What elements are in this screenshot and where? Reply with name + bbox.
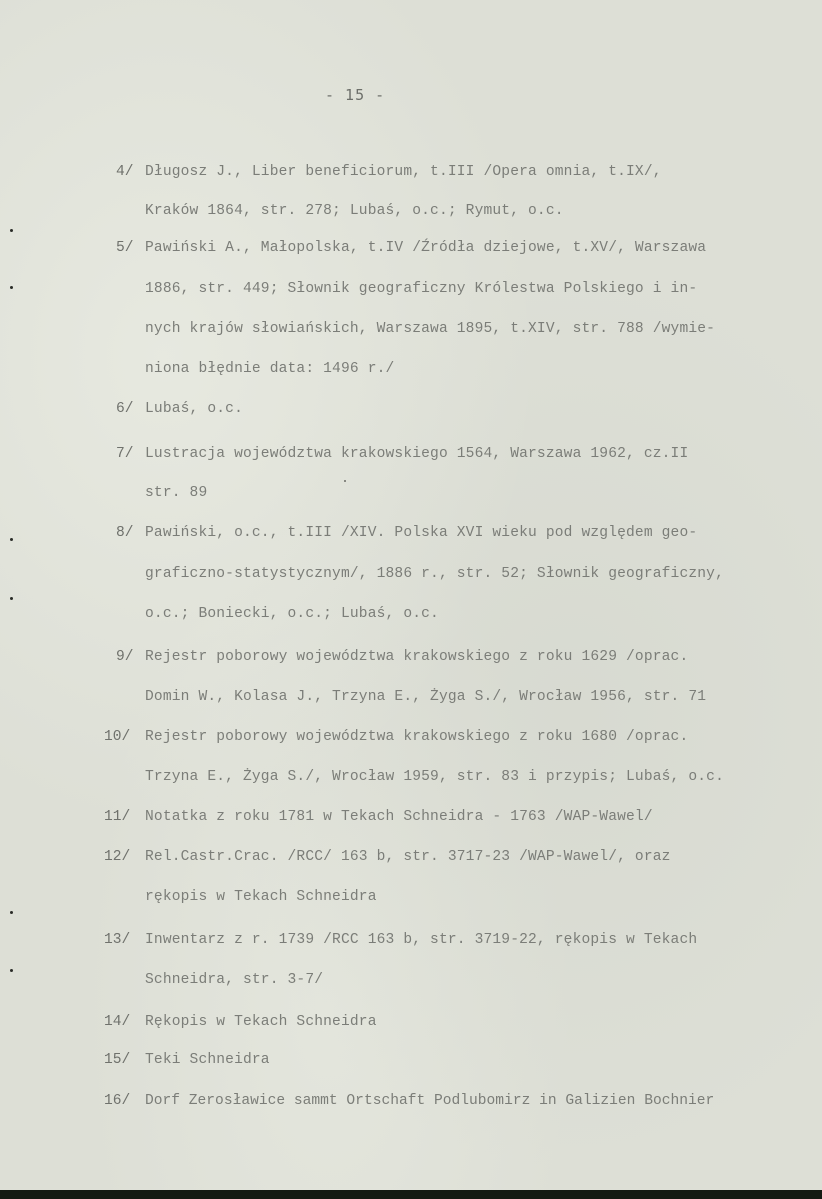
- footnote-line: 1886, str. 449; Słownik geograficzny Królestwa Polskiego i in-: [145, 281, 698, 297]
- margin-mark: [10, 969, 13, 972]
- footnote-line: Teki Schneidra: [145, 1052, 270, 1068]
- footnote-number: 8/: [116, 525, 134, 541]
- footnote-number: 4/: [116, 164, 134, 180]
- footnote-line: nych krajów słowiańskich, Warszawa 1895, t.XIV, str. 788 /wymie-: [145, 321, 716, 337]
- margin-mark: [10, 538, 13, 541]
- footnote-line: o.c.; Boniecki, o.c.; Lubaś, o.c.: [145, 606, 439, 622]
- footnote-number: 16/: [104, 1093, 131, 1109]
- footnote-line: niona błędnie data: 1496 r./: [145, 361, 395, 377]
- paper-speck: [344, 480, 346, 482]
- footnote-line: Dorf Zerosławice sammt Ortschaft Podlubomirz in Galizien Bochnier: [145, 1093, 715, 1109]
- footnote-line: Notatka z roku 1781 w Tekach Schneidra - 1763 /WAP-Wawel/: [145, 809, 653, 825]
- footnote-number: 6/: [116, 401, 134, 417]
- footnote-line: Rel.Castr.Crac. /RCC/ 163 b, str. 3717-23 /WAP-Wawel/, oraz: [145, 849, 671, 865]
- footnote-number: 7/: [116, 446, 134, 462]
- footnote-line: Trzyna E., Żyga S./, Wrocław 1959, str. 83 i przypis; Lubaś, o.c.: [145, 769, 724, 785]
- footnote-line: Rejestr poborowy województwa krakowskiego z roku 1680 /oprac.: [145, 729, 689, 745]
- footnote-line: Lubaś, o.c.: [145, 401, 243, 417]
- footnote-line: Pawiński, o.c., t.III /XIV. Polska XVI wieku pod względem geo-: [145, 525, 698, 541]
- footnote-line: Rękopis w Tekach Schneidra: [145, 1014, 377, 1030]
- footnote-number: 10/: [104, 729, 131, 745]
- footnote-line: Długosz J., Liber beneficiorum, t.III /Opera omnia, t.IX/,: [145, 164, 662, 180]
- margin-mark: [10, 911, 13, 914]
- footnote-line: Rejestr poborowy województwa krakowskiego z roku 1629 /oprac.: [145, 649, 689, 665]
- margin-mark: [10, 286, 13, 289]
- footnote-number: 15/: [104, 1052, 131, 1068]
- footnote-line: Kraków 1864, str. 278; Lubaś, o.c.; Rymut, o.c.: [145, 203, 564, 219]
- footnote-line: Lustracja województwa krakowskiego 1564, Warszawa 1962, cz.II: [145, 446, 689, 462]
- footnote-number: 9/: [116, 649, 134, 665]
- footnote-number: 5/: [116, 240, 134, 256]
- footnote-line: rękopis w Tekach Schneidra: [145, 889, 377, 905]
- footnote-number: 13/: [104, 932, 131, 948]
- footnote-number: 11/: [104, 809, 131, 825]
- footnote-line: str. 89: [145, 485, 208, 501]
- footnote-line: Schneidra, str. 3-7/: [145, 972, 324, 988]
- scan-bottom-edge: [0, 1190, 822, 1199]
- footnote-number: 14/: [104, 1014, 131, 1030]
- margin-mark: [10, 597, 13, 600]
- footnote-line: Pawiński A., Małopolska, t.IV /Źródła dziejowe, t.XV/, Warszawa: [145, 240, 707, 256]
- margin-mark: [10, 229, 13, 232]
- footnote-line: Domin W., Kolasa J., Trzyna E., Żyga S./, Wrocław 1956, str. 71: [145, 689, 707, 705]
- footnote-line: Inwentarz z r. 1739 /RCC 163 b, str. 3719-22, rękopis w Tekach: [145, 932, 698, 948]
- footnote-number: 12/: [104, 849, 131, 865]
- footnote-line: graficzno-statystycznym/, 1886 r., str. 52; Słownik geograficzny,: [145, 566, 724, 582]
- page-number: - 15 -: [325, 86, 386, 104]
